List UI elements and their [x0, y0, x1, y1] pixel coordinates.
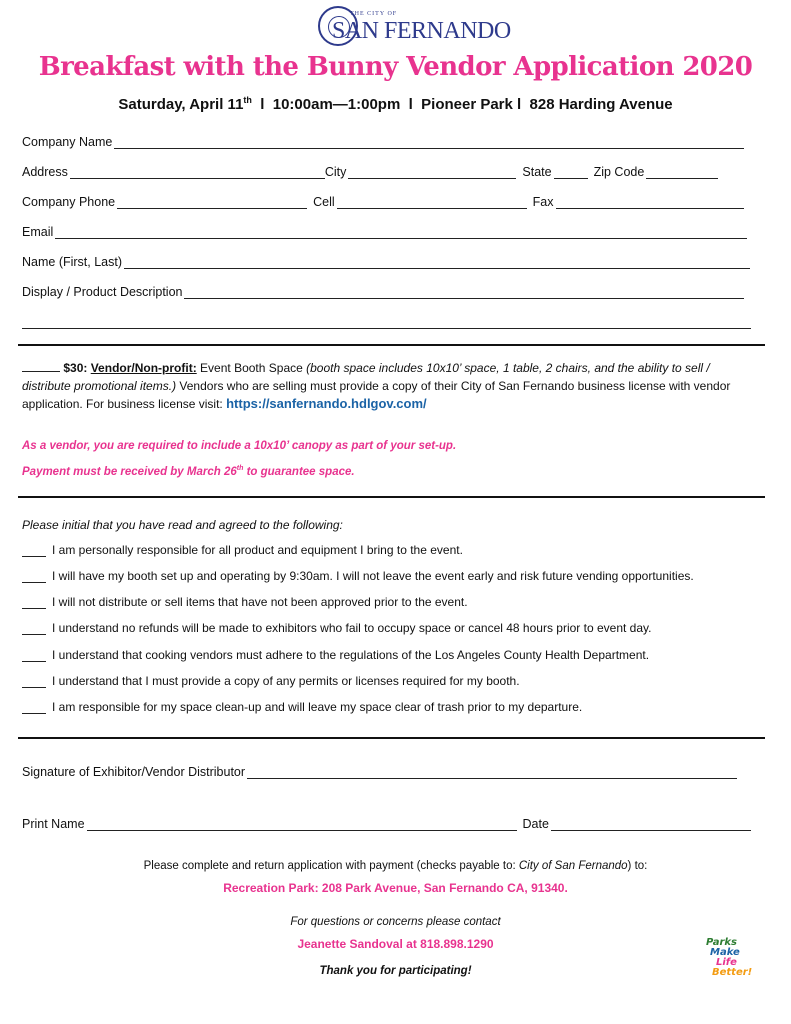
display-row-2	[22, 311, 751, 329]
display-field[interactable]	[184, 285, 744, 299]
signature-field[interactable]	[247, 765, 737, 779]
section-divider	[18, 344, 765, 346]
booth-desc: Event Booth Space	[200, 361, 303, 375]
signature-label: Signature of Exhibitor/Vendor Distributor	[22, 765, 246, 779]
agreement-item: I will not distribute or sell items that have not been approved prior to the event.	[22, 595, 468, 609]
fax-label: Fax	[532, 195, 554, 209]
agreement-initial-field[interactable]	[22, 675, 46, 688]
logo-name-text: SAN FERNANDO	[332, 18, 511, 44]
agreement-initial-field[interactable]	[22, 596, 46, 609]
company-phone-field[interactable]	[117, 195, 307, 209]
date-label: Date	[522, 817, 549, 831]
questions-text: For questions or concerns please contact	[290, 916, 501, 928]
booth-price: $30:	[63, 361, 88, 375]
agreement-initial-field[interactable]	[22, 649, 46, 662]
agreement-item: I understand that I must provide a copy of any permits or licenses required for my booth.	[22, 674, 520, 688]
initial-instructions: Please initial that you have read and agreed to the following:	[22, 518, 343, 532]
page-title: Breakfast with the Bunny Vendor Application 2020	[38, 52, 753, 82]
signature-row	[22, 761, 737, 779]
email-row	[22, 221, 747, 239]
booth-includes: (booth space includes 10x10’ space, 1 table, 2 chairs, and the ability to sell / distribute promotional items.)	[22, 361, 710, 393]
agreement-initial-field[interactable]	[22, 701, 46, 714]
agreement-item: I will have my booth set up and operating by 9:30am. I will not leave the event early and risk future vending opportunities.	[22, 569, 694, 583]
return-instructions: Please complete and return application with payment (checks payable to: City of San Fernando) to:	[143, 860, 648, 872]
date-field[interactable]	[551, 817, 751, 831]
address-row	[22, 161, 718, 179]
print-name-row	[22, 813, 751, 831]
zip-field[interactable]	[646, 165, 718, 179]
event-details: Saturday, April 11th l 10:00am—1:00pm l Pioneer Park l 828 Harding Avenue	[118, 95, 673, 113]
display-label: Display / Product Description	[22, 285, 183, 299]
company-name-field[interactable]	[114, 135, 744, 149]
display-field-line-2[interactable]	[22, 315, 751, 329]
address-label: Address	[22, 165, 68, 179]
contact-info: Jeanette Sandoval at 818.898.1290	[297, 937, 494, 951]
business-license-link[interactable]: https://sanfernando.hdlgov.com/	[226, 396, 427, 411]
booth-initial-field[interactable]	[22, 360, 60, 372]
address-field[interactable]	[70, 165, 325, 179]
print-name-label: Print Name	[22, 817, 85, 831]
thank-you-text: Thank you for participating!	[319, 965, 472, 977]
company-phone-label: Company Phone	[22, 195, 116, 209]
company-name-row	[22, 131, 744, 149]
name-row	[22, 251, 750, 269]
company-name-label: Company Name	[22, 135, 113, 149]
booth-license-note: Vendors who are selling must provide a copy of their City of San Fernando business license with vendor application. For business license visit:	[22, 379, 731, 411]
cell-label: Cell	[313, 195, 335, 209]
agreement-item: I am personally responsible for all product and equipment I bring to the event.	[22, 543, 463, 557]
fax-field[interactable]	[556, 195, 744, 209]
email-label: Email	[22, 225, 54, 239]
state-field[interactable]	[554, 165, 588, 179]
booth-paragraph	[22, 359, 742, 413]
city-label: City	[324, 165, 347, 179]
phone-row	[22, 191, 744, 209]
agreement-item: I understand no refunds will be made to exhibitors who fail to occupy space or cancel 48 hours prior to event day.	[22, 621, 651, 635]
agreement-item: I understand that cooking vendors must adhere to the regulations of the Los Angeles County Health Department.	[22, 648, 649, 662]
city-logo	[318, 6, 511, 50]
state-label: State	[522, 165, 552, 179]
agreement-item: I am responsible for my space clean-up and will leave my space clear of trash prior to my departure.	[22, 700, 582, 714]
booth-type: Vendor/Non-profit:	[90, 361, 197, 375]
return-address: Recreation Park: 208 Park Avenue, San Fernando CA, 91340.	[223, 881, 568, 895]
city-field[interactable]	[348, 165, 516, 179]
zip-label: Zip Code	[593, 165, 645, 179]
cell-field[interactable]	[337, 195, 527, 209]
agreement-initial-field[interactable]	[22, 570, 46, 583]
parks-make-life-better-logo: Parks Make Life Better!	[706, 937, 753, 978]
agreement-initial-field[interactable]	[22, 622, 46, 635]
print-name-field[interactable]	[87, 817, 517, 831]
agreement-initial-field[interactable]	[22, 544, 46, 557]
name-label: Name (First, Last)	[22, 255, 123, 269]
name-field[interactable]	[124, 255, 750, 269]
display-row	[22, 281, 744, 299]
section-divider	[18, 496, 765, 498]
canopy-notice: As a vendor, you are required to include a 10x10’ canopy as part of your set-up.	[22, 440, 457, 452]
logo-small-text: THE CITY OF	[350, 11, 398, 17]
section-divider	[18, 737, 765, 739]
payment-notice: Payment must be received by March 26th to guarantee space.	[22, 465, 355, 478]
email-field[interactable]	[55, 225, 747, 239]
